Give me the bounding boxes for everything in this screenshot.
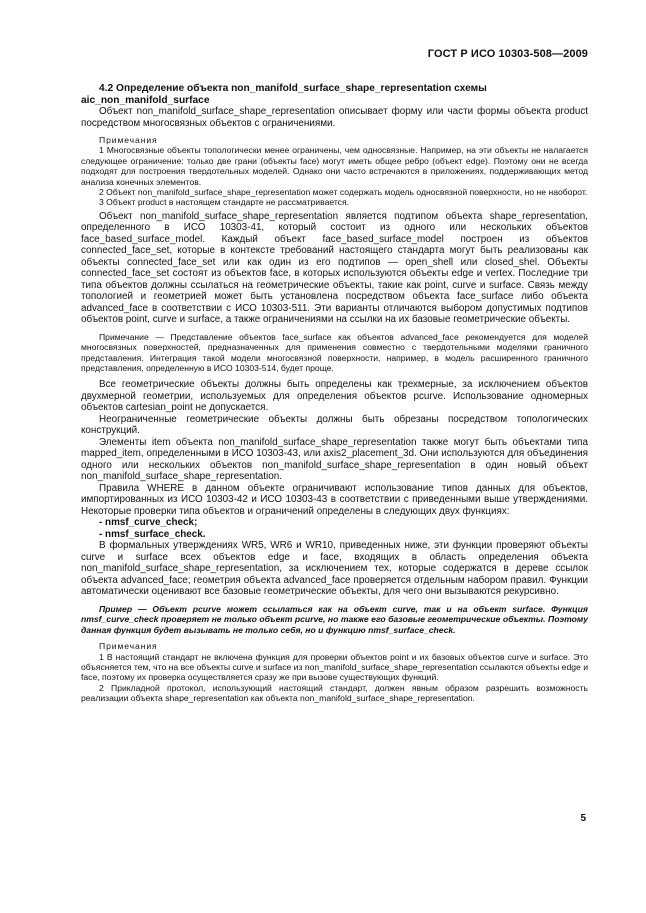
function-item-surface-check: - nmsf_surface_check.	[99, 528, 206, 540]
notes-title: Примечания	[99, 135, 158, 145]
note-2-1: 1 В настоящий стандарт не включена функция для проверки объектов point и их базовых объектов curve и surface. Это объясняется тем, что на все объекты curve и surface из non_manifold_surface_shape_representation ссылаются объекты edge и face, поэтому их проверка осуществляется сразу же при вызове существующих функций.	[81, 651, 588, 683]
note-2: 2 Объект non_manifold_surface_shape_representation может содержать модель односвязной поверхности, но не наоборот.	[99, 187, 588, 198]
function-item-curve-check: - nmsf_curve_check;	[99, 517, 198, 529]
notes-title-2: Примечания	[99, 641, 158, 652]
paragraph-where-rules: Правила WHERE в данном объекте ограничивают использование типов данных для объектов, импортированных из ИСО 10303-42 и ИСО 10303-43 в соответствии с приведенными выше утверждениями. Некоторые проверки типа объектов и ограничений определены в следующих двух функциях:	[81, 482, 588, 517]
note-1: 1 Многосвязные объекты топологически менее ограничены, чем односвязные. Например, на эти объекты не налагается следующее ограничение: только две грани (объекты face) могут иметь общее ребро (объект edge). Поэтому они не всегда подходят для построения твердотельных моделей. Однако они часто встречаются в приложениях, поддерживающих метод анализа конечных элементов.	[81, 145, 588, 187]
document-body	[81, 83, 588, 704]
document-id-header: ГОСТ Р ИСО 10303-508—2009	[427, 48, 588, 60]
note-advanced-face: Примечание — Представление объектов face_surface как объектов advanced_face рекомендуется для моделей многосвязных поверхностей, предназначенных для применения совместно с твердотельными моделями граничного представления. Интеграция такой модели многосвязной поверхности, например, в модель расширенного граничного представления, определенную в ИСО 10303-514, будет проще.	[81, 331, 588, 374]
paragraph-trimming: Неограниченные геометрические объекты должны быть обрезаны посредством топологических конструкций.	[81, 413, 588, 437]
page-number: 5	[580, 813, 586, 824]
paragraph-intro: Объект non_manifold_surface_shape_representation описывает форму или части формы объекта product посредством многосвязных объектов с ограничениями.	[81, 106, 588, 129]
paragraph-formal-statements: В формальных утверждениях WR5, WR6 и WR10, приведенных ниже, эти функции проверяют объекты curve и surface всех объектов edge и face, входящих в область определения объекта non_manifold_surface_shape_representation, за исключением тех, которые содержатся в дереве ссылок объекта advanced_face; геометрия объекта advanced_face проверяется отдельным набором правил. Функции автоматически оценивают все базовые геометрические объекты, для чего они вызываются рекурсивно.	[81, 540, 588, 598]
paragraph-3d-geometry: Все геометрические объекты должны быть определены как трехмерные, за исключением объектов двухмерной геометрии, используемых для определения объектов pcurve. Использование одномерных объектов cartesian_point не допускается.	[81, 379, 588, 414]
note-2-2: 2 Прикладной протокол, использующий настоящий стандарт, должен явным образом разрешить возможность реализации объекта shape_representation как объекта non_manifold_surface_shape_representation.	[81, 682, 588, 704]
section-heading	[81, 83, 588, 106]
note-3: 3 Объект product в настоящем стандарте не рассматривается.	[99, 197, 350, 208]
section-title-line1: Определение объекта non_manifold_surface_shape_representation схемы	[116, 83, 487, 94]
section-title-line2: aic_non_manifold_surface	[81, 94, 210, 106]
paragraph-items: Элементы item объекта non_manifold_surface_shape_representation также могут быть объектами типа mapped_item, определенными в ИСО 10303-43, или axis2_placement_3d. Они используются для объединения одного или нескольких объектов non_manifold_surface_shape_representation в один новый объект non_manifold_surface_shape_representation.	[81, 436, 588, 483]
example-pcurve: Пример — Объект pcurve может ссылаться как на объект curve, так и на объект surface. Функция nmsf_curve_check проверяет не только объект pcurve, но также его базовые геометрические объекты. Поэтому данная функция будет вызывать не только себя, но и функцию nmsf_surface_check.	[81, 603, 588, 635]
paragraph-subtype: Объект non_manifold_surface_shape_representation является подтипом объекта shape_representation, определенного в ИСО 10303-41, который состоит из одного или нескольких объектов face_based_surface_model. Каждый объект face_based_surface_model построен из объектов connected_face_set, которые в контексте требований настоящего стандарта могут быть реализованы как объекты connected_face_set или как один из его подтипов — open_shell или closed_shel. Объекты connected_face_set состоят из объектов face, в которых используются объекты edge и vertex. Последние три типа объектов должны ссылаться на геометрические объекты, такие как point, curve и surface. Связь между топологией и геометрией может быть установлена посредством объекта face_surface либо объекта advanced_face в соответствии с ИСО 10303-511. Эти варианты отличаются выбором допустимых подтипов объектов point, curve и surface, а также ограничениями на ссылки на их базовые геометрические объекты.	[81, 210, 588, 326]
section-number: 4.2	[99, 83, 114, 94]
